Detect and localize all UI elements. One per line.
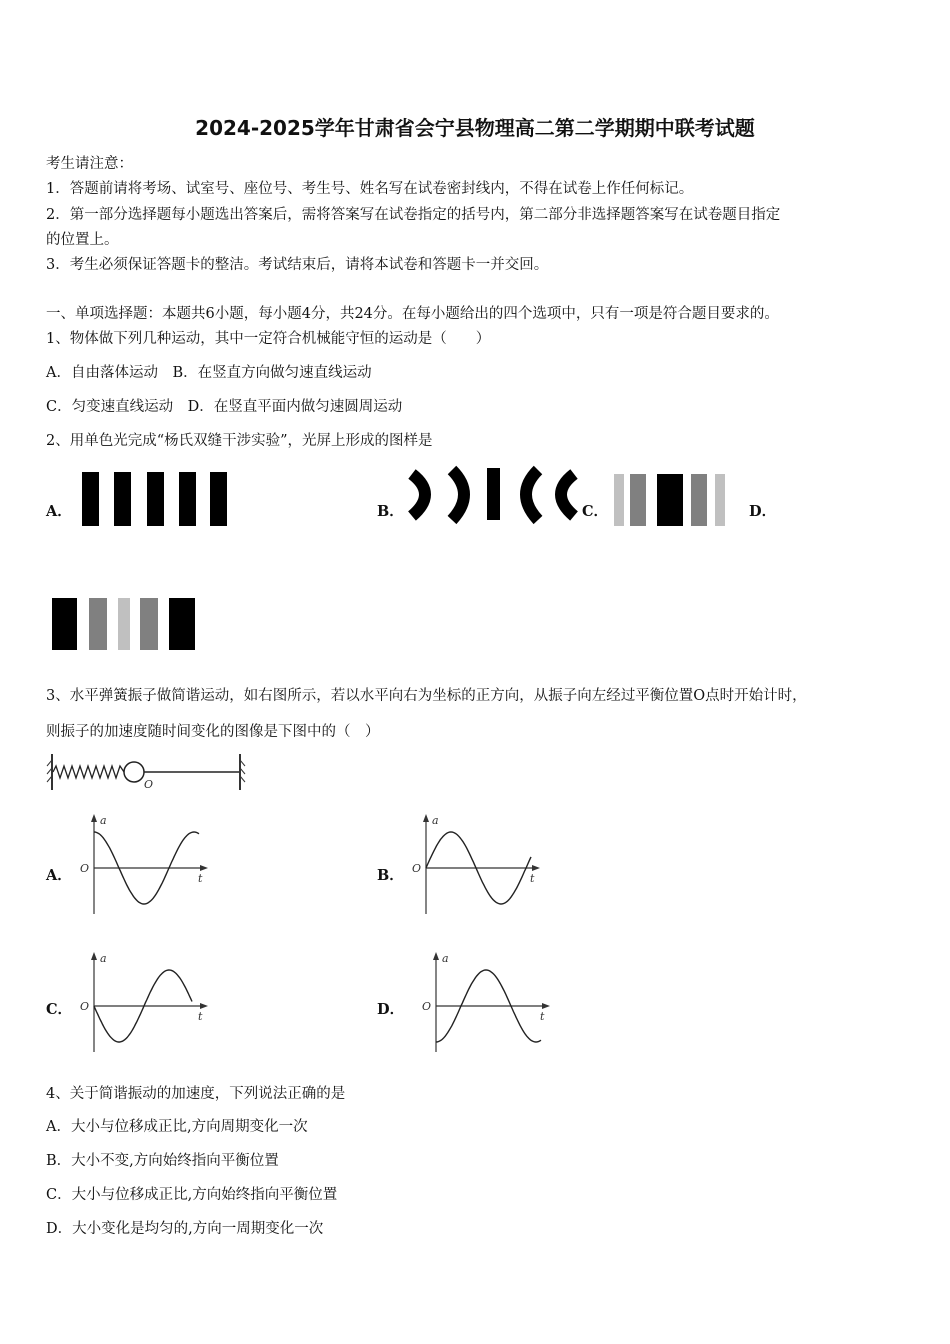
y-axis-arrow bbox=[423, 814, 429, 822]
q2-option-d-label[interactable]: D． bbox=[749, 503, 777, 520]
fringe-bar bbox=[118, 598, 130, 650]
curved-fringe bbox=[412, 474, 425, 516]
origin-label: O bbox=[412, 862, 422, 875]
notice-item: 2．第一部分选择题每小题选出答案后，需将答案写在试卷指定的括号内，第二部分非选择题答案写在试卷题目指定 bbox=[46, 207, 781, 223]
q4-option-d[interactable]: D．大小变化是均匀的,方向一周期变化一次 bbox=[46, 1221, 324, 1237]
q2-pattern-d bbox=[52, 598, 197, 652]
q3-graph-c bbox=[76, 950, 216, 1054]
x-axis-label: t bbox=[530, 872, 535, 885]
fringe-bar bbox=[114, 472, 131, 526]
q3-graph-a bbox=[76, 812, 216, 916]
y-axis-arrow bbox=[433, 952, 439, 960]
q2-option-c-label[interactable]: C． bbox=[582, 503, 609, 520]
q3-graph-b bbox=[408, 812, 548, 916]
q3-stem: 3、水平弹簧振子做简谐运动，如右图所示，若以水平向右为坐标的正方向，从振子向左经过平衡位置O点时开始计时， bbox=[46, 688, 807, 704]
fringe-bar bbox=[630, 474, 646, 526]
fringe-bar bbox=[715, 474, 725, 526]
x-axis-arrow bbox=[542, 1003, 550, 1009]
x-axis-arrow bbox=[200, 865, 208, 871]
fringe-bar bbox=[52, 598, 77, 650]
fringe-bar bbox=[82, 472, 99, 526]
fringe-bar bbox=[147, 472, 164, 526]
notice-heading: 考生请注意： bbox=[46, 156, 133, 172]
q2-pattern-b bbox=[410, 466, 580, 526]
curved-fringe bbox=[526, 470, 538, 520]
fringe-bar bbox=[169, 598, 195, 650]
y-axis-label: a bbox=[442, 952, 449, 965]
x-axis-label: t bbox=[198, 872, 203, 885]
fringe-bar bbox=[691, 474, 707, 526]
q4-option-c[interactable]: C．大小与位移成正比,方向始终指向平衡位置 bbox=[46, 1187, 338, 1203]
notice-item: 3．考生必须保证答题卡的整洁。考试结束后，请将本试卷和答题卡一并交回。 bbox=[46, 257, 549, 273]
fringe-bar bbox=[179, 472, 196, 526]
page-title: 2024-2025学年甘肃省会宁县物理高二第二学期期中联考试题 bbox=[195, 116, 755, 140]
fringe-bar bbox=[140, 598, 158, 650]
q4-option-a[interactable]: A．大小与位移成正比,方向周期变化一次 bbox=[46, 1119, 308, 1135]
q1-stem: 1、物体做下列几种运动，其中一定符合机械能守恒的运动是（ ） bbox=[46, 331, 491, 347]
q2-option-a-label[interactable]: A． bbox=[46, 503, 72, 520]
q3-option-a-label[interactable]: A． bbox=[46, 867, 72, 884]
curved-fringe bbox=[452, 470, 464, 520]
q1-options-cd: C．匀变速直线运动 D．在竖直平面内做匀速圆周运动 bbox=[46, 399, 403, 415]
q3-graph-d bbox=[418, 950, 558, 1054]
notice-item: 1．答题前请将考场、试室号、座位号、考生号、姓名写在试卷密封线内，不得在试卷上作任何标记。 bbox=[46, 181, 694, 197]
spring bbox=[53, 766, 124, 778]
y-axis-arrow bbox=[91, 814, 97, 822]
y-axis-label: a bbox=[100, 814, 107, 827]
q2-option-b-label[interactable]: B． bbox=[377, 503, 404, 520]
section-heading: 一、单项选择题：本题共6小题，每小题4分，共24分。在每小题给出的四个选项中，只有一项是符合题目要求的。 bbox=[46, 306, 779, 322]
y-axis-label: a bbox=[432, 814, 439, 827]
x-axis-arrow bbox=[532, 865, 540, 871]
origin-label: O bbox=[80, 1000, 90, 1013]
q3-option-b-label[interactable]: B． bbox=[377, 867, 404, 884]
origin-label: O bbox=[422, 1000, 432, 1013]
q3-stem-cont: 则振子的加速度随时间变化的图像是下图中的（ ） bbox=[46, 724, 380, 740]
origin-label: O bbox=[80, 862, 90, 875]
x-axis-label: t bbox=[540, 1010, 545, 1023]
q2-pattern-a bbox=[82, 472, 232, 528]
q2-pattern-c bbox=[614, 474, 726, 528]
curved-fringe bbox=[561, 474, 574, 516]
q1-options-ab: A．自由落体运动 B．在竖直方向做匀速直线运动 bbox=[46, 365, 372, 381]
x-axis-arrow bbox=[200, 1003, 208, 1009]
q4-option-b[interactable]: B．大小不变,方向始终指向平衡位置 bbox=[46, 1153, 279, 1169]
fringe-bar bbox=[89, 598, 107, 650]
q2-stem: 2、用单色光完成“杨氏双缝干涉实验”，光屏上形成的图样是 bbox=[46, 433, 433, 449]
oscillator-ball bbox=[124, 762, 144, 782]
q4-stem: 4、关于简谐振动的加速度，下列说法正确的是 bbox=[46, 1086, 346, 1102]
q3-option-d-label[interactable]: D． bbox=[377, 1001, 405, 1018]
y-axis-label: a bbox=[100, 952, 107, 965]
fringe-bar bbox=[657, 474, 683, 526]
q3-option-c-label[interactable]: C． bbox=[46, 1001, 73, 1018]
y-axis-arrow bbox=[91, 952, 97, 960]
equilibrium-label: O bbox=[144, 778, 154, 791]
x-axis-label: t bbox=[198, 1010, 203, 1023]
fringe-bar bbox=[210, 472, 227, 526]
fringe-bar bbox=[487, 468, 500, 520]
fringe-bar bbox=[614, 474, 624, 526]
notice-item: 的位置上。 bbox=[46, 232, 119, 248]
spring-oscillator-diagram bbox=[44, 752, 254, 794]
